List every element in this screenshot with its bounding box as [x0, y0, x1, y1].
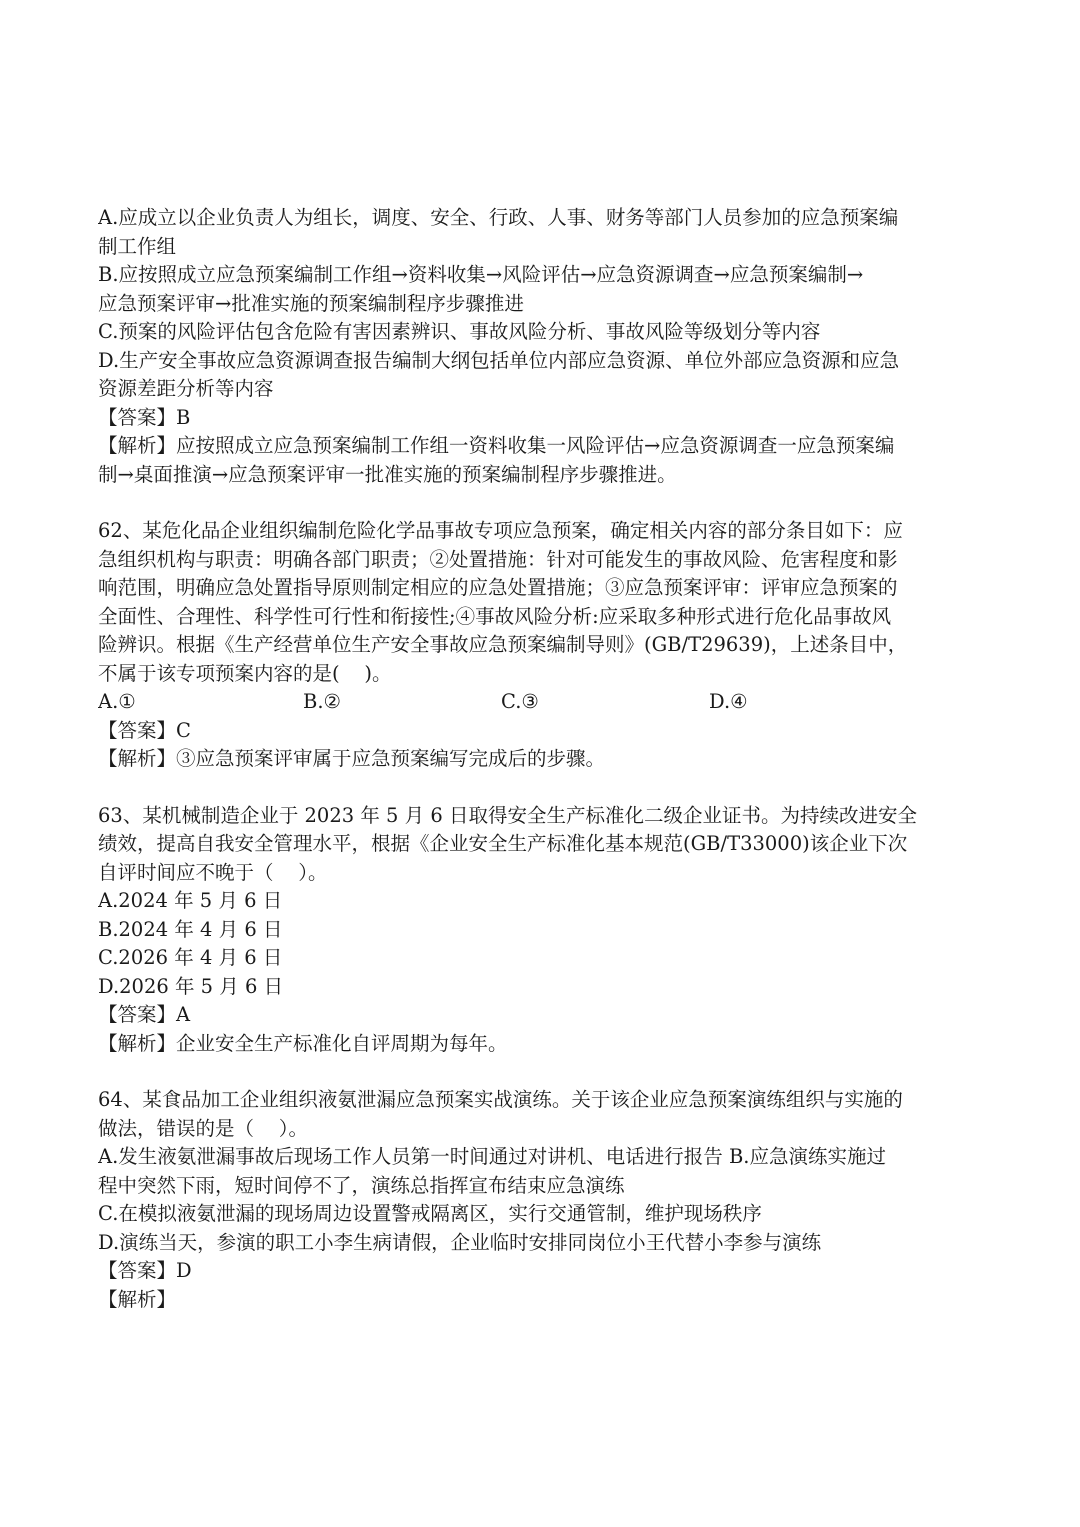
q61-option-c: C.预案的风险评估包含危险有害因素辨识、事故风险分析、事故风险等级划分等内容 [98, 320, 821, 343]
q61-option-d-line-2: 资源差距分析等内容 [98, 377, 274, 400]
q61-option-a-line-1: A.应成立以企业负责人为组长，调度、安全、行政、人事、财务等部门人员参加的应急预案编 [98, 206, 899, 229]
q62-choice-b: B.② [303, 690, 342, 713]
q62-choices [98, 688, 984, 717]
spacer [98, 1058, 984, 1086]
q64-option-d: D.演练当天，参演的职工小李生病请假，企业临时安排同岗位小王代替小李参与演练 [98, 1230, 822, 1254]
question-61 [98, 204, 984, 489]
q63-option-a: A.2024 年 5 月 6 日 [98, 889, 283, 912]
q61-option-b-line-2: 应急预案评审→批准实施的预案编制程序步骤推进 [98, 291, 524, 315]
q61-option-d-line-1: D.生产安全事故应急资源调查报告编制大纲包括单位内部应急资源、单位外部应急资源和应急 [98, 348, 900, 372]
q61-option-b-line-1: B.应按照成立应急预案编制工作组→资料收集→风险评估→应急资源调查→应急预案编制→ [98, 263, 864, 286]
q63-answer: 【答案】A [98, 1003, 191, 1026]
q62-stem-line-5: 险辨识。根据《生产经营单位生产安全事故应急预案编制导则》(GB/T29639)，上述条目中， [98, 633, 908, 656]
q63-option-b: B.2024 年 4 月 6 日 [98, 917, 283, 941]
spacer [98, 489, 984, 517]
q62-choice-d: D.④ [709, 690, 748, 713]
q62-answer: 【答案】C [98, 718, 191, 742]
q62-stem-line-6: 不属于该专项预案内容的是( )。 [98, 661, 392, 685]
q64-stem-line-2: 做法，错误的是（ ）。 [98, 1116, 309, 1140]
q62-choice-a: A.① [98, 690, 136, 713]
q63-analysis: 【解析】企业安全生产标准化自评周期为每年。 [98, 1031, 508, 1055]
q61-analysis-line-1: 【解析】应按照成立应急预案编制工作组一资料收集一风险评估→应急资源调查一应急预案编 [98, 434, 895, 457]
q62-choice-c: C.③ [501, 690, 539, 713]
q64-option-line-1: A.发生液氨泄漏事故后现场工作人员第一时间通过对讲机、电话进行报告 B.应急演练实施过 [98, 1145, 887, 1168]
q62-stem-line-1: 62、某危化品企业组织编制危险化学品事故专项应急预案，确定相关内容的部分条目如下：应 [98, 519, 903, 542]
q64-analysis: 【解析】 [98, 1287, 177, 1311]
document-page [98, 204, 984, 1314]
question-62 [98, 517, 984, 774]
q64-option-line-2: 程中突然下雨，短时间停不了，演练总指挥宣布结束应急演练 [98, 1173, 625, 1197]
question-64 [98, 1086, 984, 1314]
spacer [98, 774, 984, 802]
q62-stem-line-3: 响范围，明确应急处置指导原则制定相应的应急处置措施；③应急预案评审：评审应急预案的 [98, 576, 898, 599]
q63-option-c: C.2026 年 4 月 6 日 [98, 946, 283, 969]
q63-stem-line-2: 绩效，提高自我安全管理水平，根据《企业安全生产标准化基本规范(GB/T33000)该企业下次 [98, 832, 908, 855]
q61-option-a-line-2: 制工作组 [98, 234, 177, 258]
q63-option-d: D.2026 年 5 月 6 日 [98, 974, 284, 998]
q62-stem-line-4: 全面性、合理性、科学性可行性和衔接性;④事故风险分析:应采取多种形式进行危化品事故风 [98, 604, 892, 628]
q64-stem-line-1: 64、某食品加工企业组织液氨泄漏应急预案实战演练。关于该企业应急预案演练组织与实施的 [98, 1088, 903, 1111]
q61-analysis-line-2: 制→桌面推演→应急预案评审一批准实施的预案编制程序步骤推进。 [98, 462, 677, 486]
q62-analysis: 【解析】③应急预案评审属于应急预案编写完成后的步骤。 [98, 747, 606, 770]
q63-stem-line-1: 63、某机械制造企业于 2023 年 5 月 6 日取得安全生产标准化二级企业证书。为持续改进安全 [98, 803, 917, 827]
q64-answer: 【答案】D [98, 1259, 192, 1282]
q62-stem-line-2: 急组织机构与职责：明确各部门职责；②处置措施：针对可能发生的事故风险、危害程度和影 [98, 547, 898, 571]
question-63 [98, 802, 984, 1059]
q61-answer: 【答案】B [98, 405, 191, 429]
q64-option-c: C.在模拟液氨泄漏的现场周边设置警戒隔离区，实行交通管制，维护现场秩序 [98, 1202, 762, 1225]
q63-stem-line-3: 自评时间应不晚于（ ）。 [98, 860, 328, 884]
